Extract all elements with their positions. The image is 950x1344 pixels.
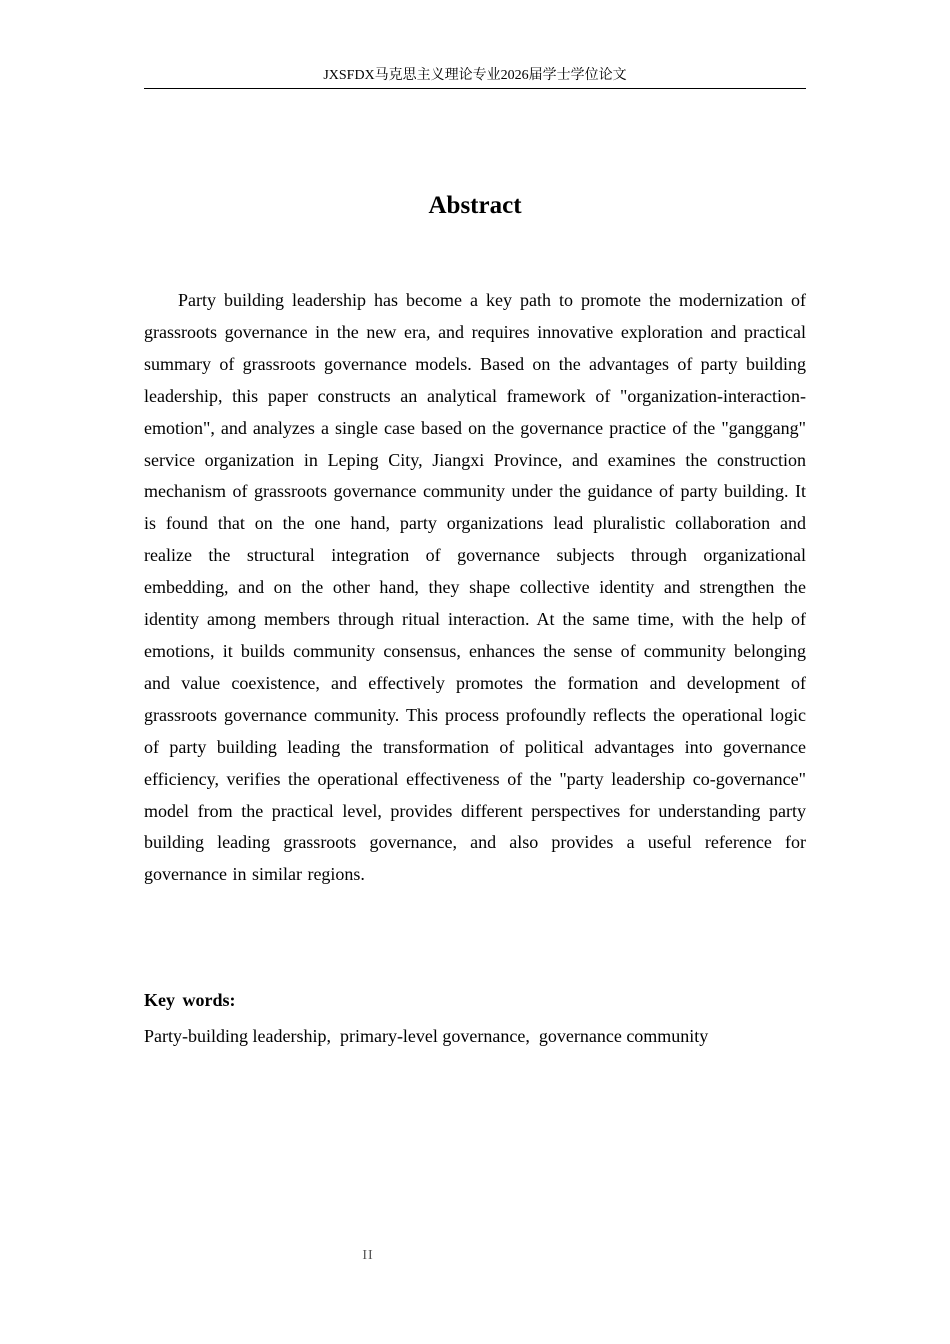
keywords-list: Party-building leadership, primary-level governance, governance community (144, 1026, 709, 1046)
page-number: II (362, 1248, 374, 1263)
abstract-title: Abstract (428, 192, 522, 219)
keywords-heading: Key words: (144, 990, 236, 1010)
page-header: JXSFDX马克思主义理论专业2026届学士学位论文 (144, 64, 806, 89)
abstract-body: Party building leadership has become a key path to promote the modernization of grassroots governance in the new era, and requires innovative exploration and practical summary of grassroots governance models. Based on the advantages of party building leadership, this paper constructs an analytical framework of "organization-interaction-emotion", and analyzes a single case based on the governance practice of the "ganggang" service organization in Leping City, Jiangxi Province, and examines the construction mechanism of grassroots governance community under the guidance of party building. It is found that on the one hand, party organizations lead pluralistic collaboration and realize the structural integration of governance subjects through organizational embedding, and on the other hand, they shape collective identity and strengthen the identity among members through ritual interaction. At the same time, with the help of emotions, it builds community consensus, enhances the sense of community belonging and value coexistence, and effectively promotes the formation and development of grassroots governance community. This process profoundly reflects the operational logic of party building leading the transformation of political advantages into governance efficiency, verifies the operational effectiveness of the "party leadership co-governance" model from the practical level, provides different perspectives for understanding party building leading grassroots governance, and also provides a useful reference for governance in similar regions. (144, 290, 806, 885)
